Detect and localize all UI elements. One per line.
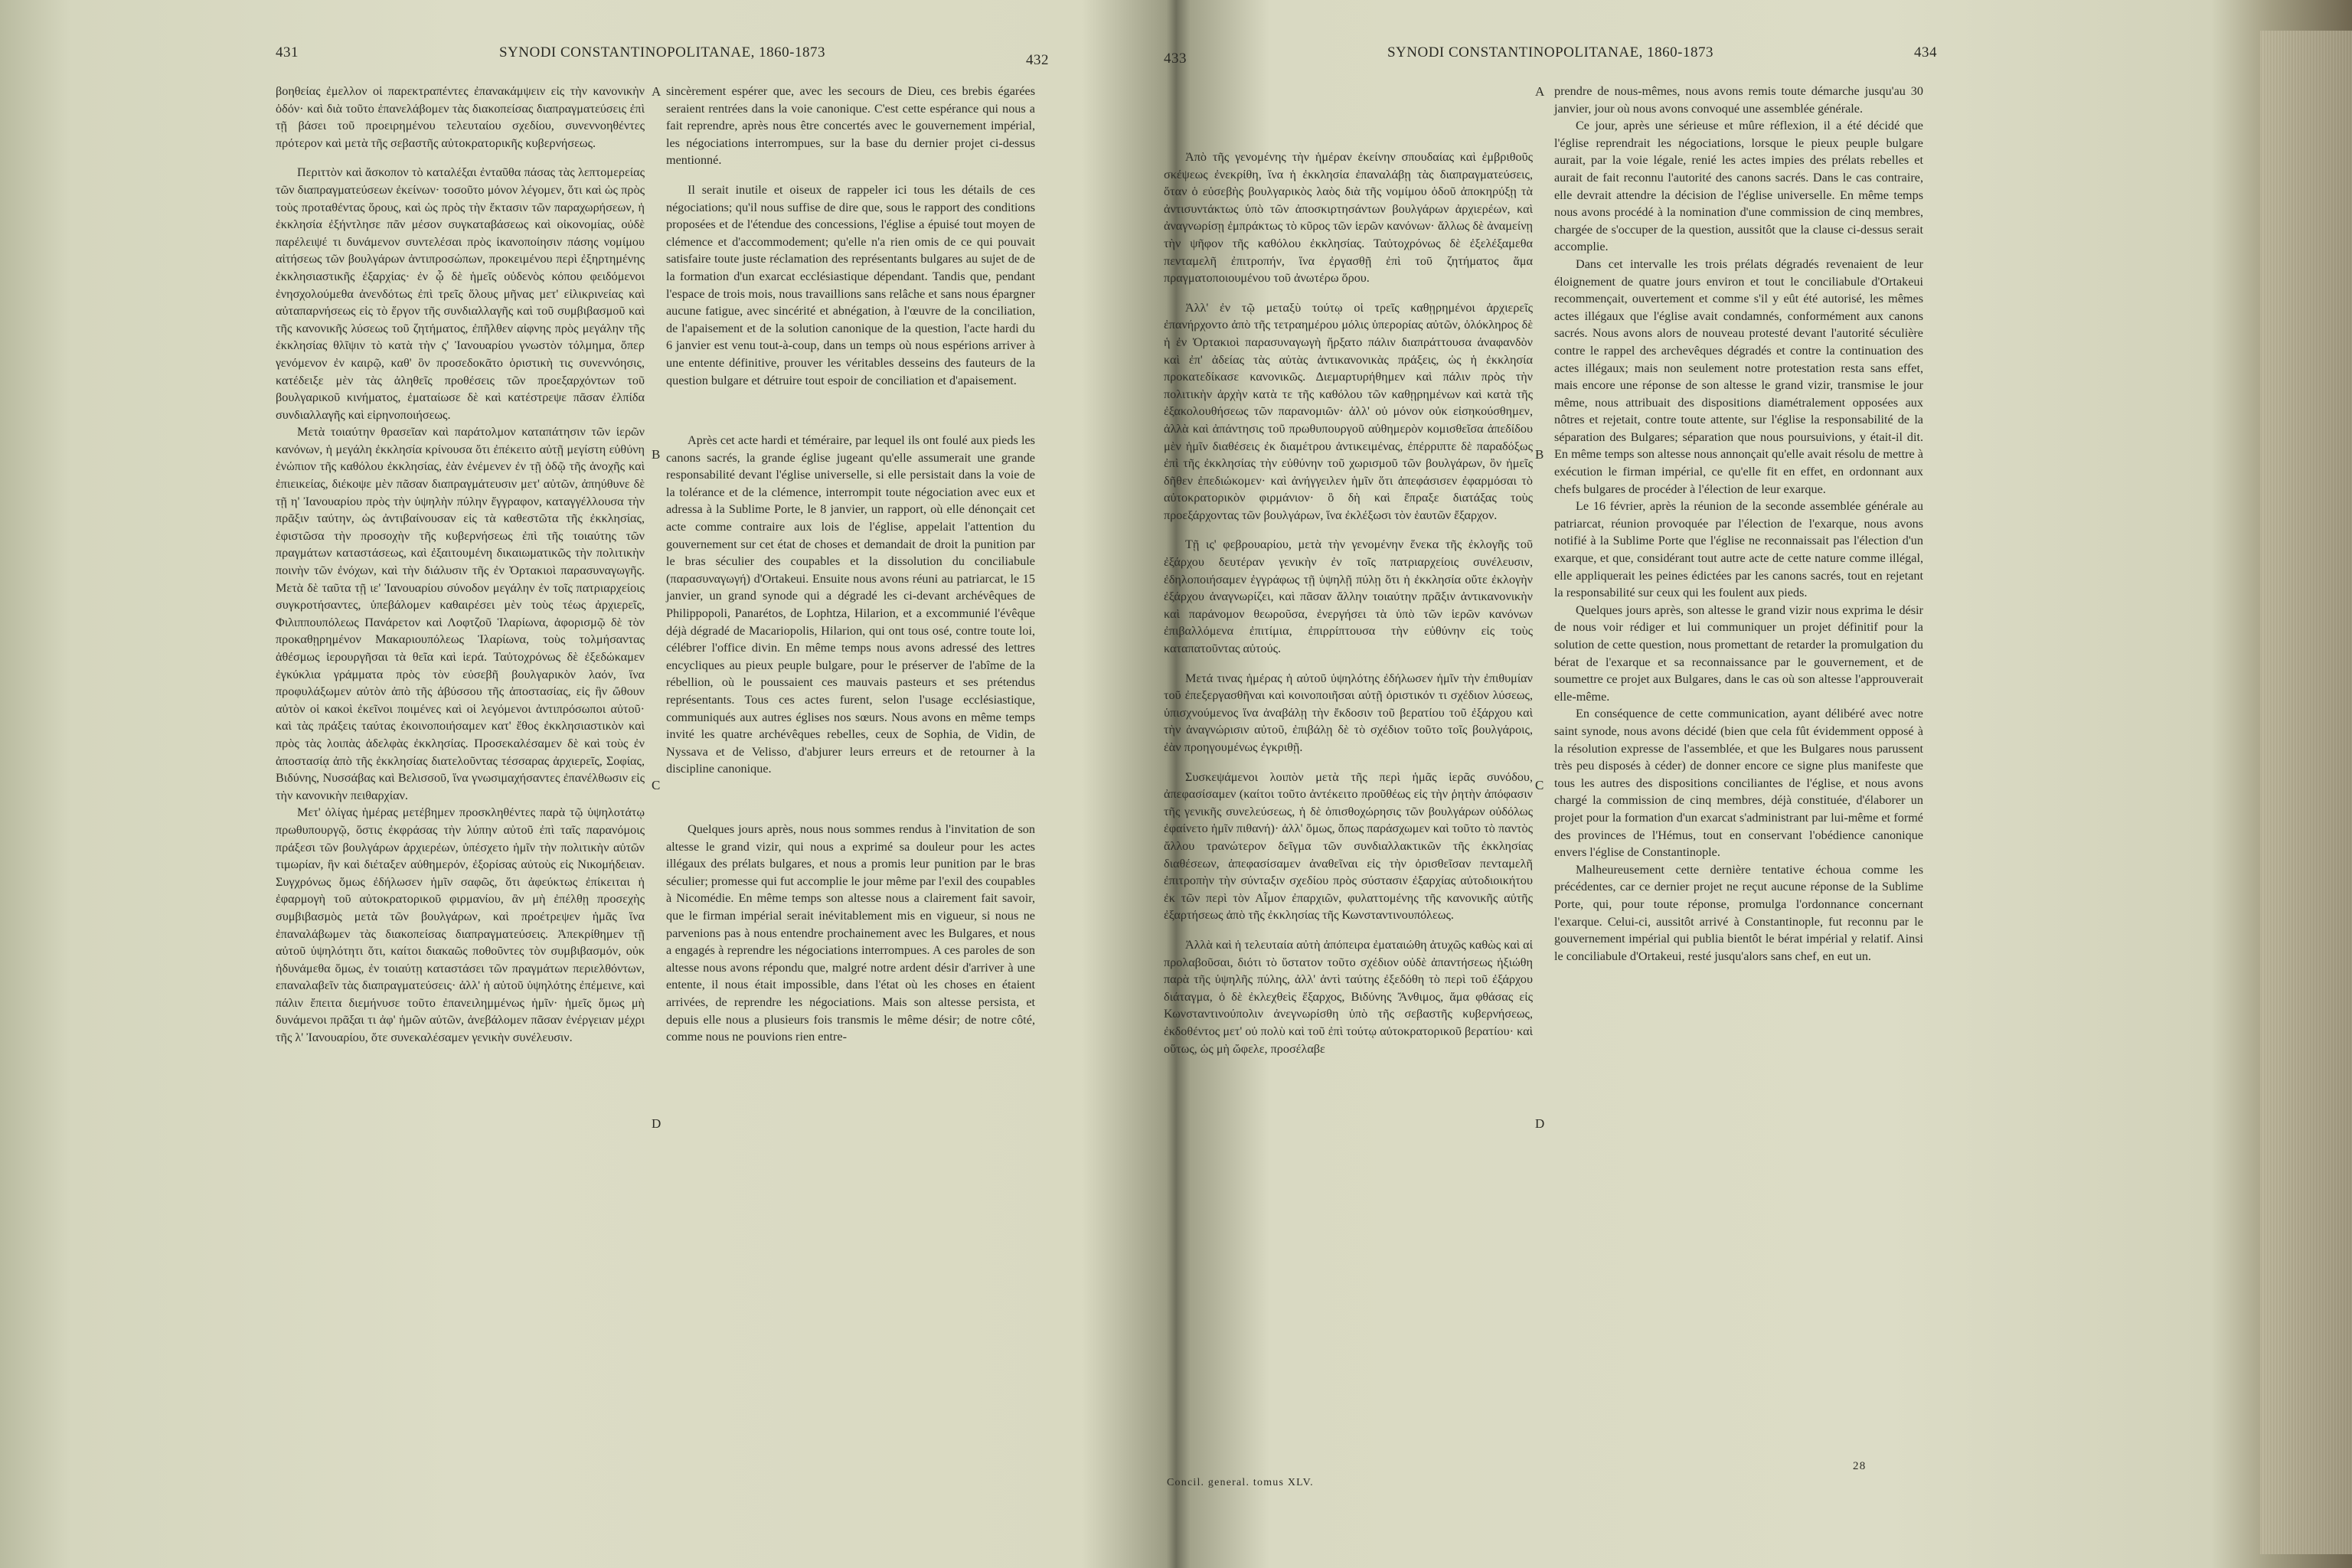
- section-marker: A: [1535, 84, 1545, 99]
- french-paragraph: sincèrement espérer que, avec les secours de Dieu, ces brebis égarées seraient rentrées dans la voie canonique. C'est cette espérance qui nous a fait reprendre, après nous être concertés avec le gouvernement impérial, les négociations interrompues, sur la base du dernier projet ci-dessus mentionné.: [666, 84, 1035, 168]
- left-page-header: [276, 44, 1049, 75]
- volume-footer: Concil. general. tomus XLV.: [1167, 1477, 1314, 1488]
- french-column: [1554, 83, 1923, 965]
- running-title: SYNODI CONSTANTINOPOLITANAE, 1860-1873: [498, 44, 825, 60]
- right-page: [1164, 0, 1937, 1568]
- page-number: 434: [1914, 44, 1937, 60]
- french-paragraph: prendre de nous-mêmes, nous avons remis toute démarche jusqu'au 30 janvier, jour où nous avons convoqué une assemblée générale.: [1554, 84, 1923, 116]
- french-paragraph: Après cet acte hardi et téméraire, par lequel ils ont foulé aux pieds les canons sacrés, la grande église jugeant qu'elle assumerait une grande responsabilité devant l'église universelle, si elle persistait dans la voie de la tolérance et de la clémence, interrompit toute négociation avec eux et adressa à la Sublime Porte, le 8 janvier, un rapport, où elle dénonçait cet acte comme contraire aux lois de l'église, appelait l'attention du gouvernement sur cet état de choses et demandait de droit la punition par le bras séculier des coupables et la dissolution du conciliabule (παρασυναγωγή) d'Ortakeui. Ensuite nous avons réuni au patriarcat, le 15 janvier, un grand synode qui a dégradé les ci-devant archévêques de Philippopoli, Panarétos, de Lophtza, Hilarion, et a excommunié l'évêque déjà dégradé de Macariopolis, Hilarion, qui ont tous osé, contre toute loi, célébrer l'office divin. En même temps nous avons adressé des lettres encycliques au pieux peuple bulgare, pour le préserver de l'abîme de la rébellion, où le poussaient ces mauvais pasteurs et ses prétendus représentants. Tous ces actes furent, selon l'usage ecclésiastique, communiqués aux autres églises nos sœurs. Nous avons en même temps invité les quatre archévêques rebelles, ceux de Sophia, de Vidin, de Nyssava et de Velisso, d'abjurer leurs erreurs et de retourner à la discipline canonique.: [666, 433, 1035, 776]
- section-marker: B: [1535, 447, 1544, 462]
- french-paragraph: Ce jour, après une sérieuse et mûre réflexion, il a été décidé que l'église reprendrait les négociations, lorsque le pieux peuple bulgare aurait, par la voie légale, renié les actes impies des prélats rebelles et aurait de fait reconnu l'autorité des canons sacrés. Dans le cas contraire, elle devrait attendre la décision de l'église universelle. En même temps nous avons procédé à la nomination d'une commission de cinq membres, chargée de s'occuper de la question, aussitôt que la clause ci-dessus serait accomplie.: [1554, 119, 1923, 254]
- page-edges: [2260, 31, 2352, 1554]
- right-page-header: [1164, 44, 1937, 75]
- greek-paragraph: Συσκεψάμενοι λοιπὸν μετὰ τῆς περὶ ἡμᾶς ἱερᾶς συνόδου, ἀπεφασίσαμεν (καίτοι τοῦτο ἀντέκειτο προῦθέως εἰς τὴν ῥητὴν ἀπόφασιν τῆς γενικῆς συνελεύσεως, ἡ δὲ ὁπισθοχώρησις τῶν βουλγάρων οὐδόλως ἐφαίνετο ἡμῖν πιθανή)· ἀλλ' ὅμως, ὅπως παράσχωμεν καὶ τοῦτο τὸ παντὸς ἄλλου τρανώτερον δεῖγμα τῶν συνδιαλλακτικῶν τῆς ἐκκλησίας διαθέσεων, ἀπεφασίσαμεν ἀναθεῖναι εἰς τὴν ὀρισθεῖσαν πενταμελῆ ἐπιτροπὴν τὴν σύνταξιν σχεδίου πρὸς σύστασιν ἐξαρχίας αὐτοδιοικήτου ἐκ τῶν περὶ τὸν Αἷμον ἐπαρχιῶν, φυλαττομένης τῆς κανονικῆς αὐτῆς ἐξαρτήσεως ἀπὸ τῆς ἐκκλησίας τῆς Κωνσταντινουπόλεως.: [1164, 769, 1533, 923]
- greek-column: [1164, 149, 1533, 1057]
- french-paragraph: En conséquence de cette communication, ayant délibéré avec notre saint synode, nous avons décidé (bien que cela fût évidemment opposé à la résolution expresse de l'assemblée, et que les Bulgares nous parussent très peu disposés à céder) de donner encore ce signe plus manifeste que tous les autres des dispositions conciliantes de l'église, et nous avons chargé la commission de cinq membres, déjà constituée, d'élaborer un projet pour la formation d'un exarcat s'administrant par lui-même et formé des provinces de l'Hémus, tout en conservant l'obédience canonique envers l'église de Constantinople.: [1554, 707, 1923, 860]
- french-paragraph: Dans cet intervalle les trois prélats dégradés revenaient de leur éloignement de quatre jours environ et tout le conciliabule d'Ortakeui recommençait, ouvertement et comme s'il y eût été autorisé, les mêmes actes illégaux que l'église avait condamnés, conformément aux canons sacrés. Nous avons alors de nouveau protesté devant l'autorité séculière contre le rappel des archevêques dégradés et contre la continuation des actes illégaux; mais non seulement notre protestation resta sans effet, mais encore une réponse de son altesse le grand vizir, transmise le jour même, nous attribuait des dispositions diamétralement opposées aux nôtres et rejetait, contre toute attente, sur l'église la responsabilité de la séparation des Bulgares; séparation que nous poursuivions, y était-il dit. En même temps son altesse nous annonçait qu'elle avait résolu de mettre à exécution le firman impérial, ce qu'elle fit en effet, en ordonnant aux chefs bulgares de procéder à l'élection de leur exarque.: [1554, 256, 1923, 496]
- french-column: [666, 83, 1035, 1046]
- greek-paragraph: Ἀλλὰ καὶ ἡ τελευταία αὐτὴ ἀπόπειρα ἐματαιώθη ἀτυχῶς καθὼς καὶ αἱ προλαβοῦσαι, διότι τὸ ὕστατον τοῦτο σχέδιον οὐδὲ ἀπαντήσεως ἠξιώθη παρὰ τῆς ὑψηλῆς πύλης, ἀλλ' ἀντὶ ταύτης ἐξεδόθη τὸ περὶ τοῦ ἐξάρχου διάταγμα, ὁ δὲ ἐκλεχθεὶς ἔξαρχος, Βιδύνης Ἄνθιμος, ἅμα φθάσας εἰς Κωνσταντινούπολιν ἀνεγνωρίσθη ὑπὸ τῆς σεβαστῆς κυβερνήσεως, ἐκδοθέντος μετ' οὐ πολὺ καὶ τοῦ ἐπὶ τούτῳ αὐτοκρατορικοῦ βερατίου· καὶ οὕτως, ὡς μὴ ὤφελε, προσέλαβε: [1164, 937, 1533, 1056]
- page-number: 431: [276, 44, 299, 60]
- greek-paragraph: Τῇ ις' φεβρουαρίου, μετὰ τὴν γενομένην ἕνεκα τῆς ἐκλογῆς τοῦ ἐξάρχου δευτέραν γενικὴν ἐν τοῖς πατριαρχείοις συνέλευσιν, ἐδηλοποιήσαμεν ἐγγράφως τῇ ὑψηλῇ πύλῃ ὅτι ἡ ἐκκλησία οὔτε ἐκλογὴν ἐξάρχου ἀναγνωρίζει, καὶ πᾶσαν ἄλλην τοιαύτην πρᾶξιν ἀντικανονικὴν καὶ παράνομον θεωροῦσα, ἐνεργήσει τὰ ὑπὸ τῶν ἱερῶν κανόνων ἐπιβαλλόμενα ἐπιτίμια, ἐπιρρίπτουσα τὴν εὐθύνην εἰς τοὺς καταπατοῦντας αὐτούς.: [1164, 537, 1533, 656]
- greek-paragraph: Μετά τινας ἡμέρας ἡ αὐτοῦ ὑψηλότης ἐδήλωσεν ἡμῖν τὴν ἐπιθυμίαν τοῦ ἐπεξεργασθῆναι καὶ κοινοποιῆσαι αὐτῇ ὁριστικόν τι σχέδιον λύσεως, ὑπισχνούμενος ἵνα ἀναβάλῃ τὴν ἔκδοσιν τοῦ βερατίου τοῦ ἐξάρχου καὶ τὴν ἀναγνώρισιν αὐτοῦ, ἐπιβάλῃ δὲ τὸ σχέδιον τοῦτο τοῖς βουλγάροις, ἐὰν προηγουμένως ἐγκριθῇ.: [1164, 671, 1533, 754]
- section-marker: C: [1535, 778, 1544, 792]
- greek-paragraph: Ἀλλ' ἐν τῷ μεταξὺ τούτῳ οἱ τρεῖς καθῃρημένοι ἀρχιερεῖς ἐπανήρχοντο ἀπὸ τῆς τετραημέρου μόλις ὑπερορίας αὐτῶν, ὁλόκληρος δὲ ἡ ἐν Ὀρτακιοὶ παρασυναγωγὴ ἤρξατο πάλιν διαπράττουσα ἀναφανδὸν καὶ ἐπ' ἀδείας τὰς αὐτὰς ἀντικανονικὰς πράξεις, ὡς ἡ ἐκκλησία προκατεδίκασε κανονικῶς. Διεμαρτυρήθημεν καὶ πάλιν πρὸς τὴν πολιτικὴν ἀρχὴν κατὰ τε τῆς καθόλου τῶν καθῃρημένων καὶ κατὰ τῆς ἐξακολουθήσεως τῶν παρανομιῶν· ἀλλ' οὐ μόνον οὐκ εἰσηκούσθημεν, ἀλλὰ καὶ ἀπάντησις τοῦ πρωθυπουργοῦ αὐθημερὸν κομισθεῖσα ἀπεδίδου μὲν ἡμῖν διαθέσεις ἐκ διαμέτρου ἀντικειμένας, ἐπέρριπτε δὲ παραδόξως ἐπὶ τῆς ἐκκλησίας τὴν εὐθύνην τοῦ χωρισμοῦ τῶν βουλγάρων, ὃν ἡμεῖς δῆθεν ἐπεδιώκομεν· καὶ ἀνήγγειλεν ἡμῖν ὅτι ἀπεφάσισεν ἐφαρμόσαι τὸ αὐτοκρατορικὸν φιρμάνιον· ὃ δὴ καὶ ἔπραξε διατάξας τοὺς προεξάρχοντας τῶν βουλγάρων, ἵνα ἐκλέξωσι τὸν ἑαυτῶν ἔξαρχον.: [1164, 300, 1533, 522]
- greek-paragraph: Μετ' ὀλίγας ἡμέρας μετέβημεν προσκληθέντες παρὰ τῷ ὑψηλοτάτῳ πρωθυπουργῷ, ὅστις ἐκφράσας τὴν λύπην αὐτοῦ ἐπὶ ταῖς παρανόμοις πράξεσι τῶν βουλγάρων ἀρχιερέων, ὑπέσχετο ἡμῖν τὴν πολιτικὴν αὐτῶν τιμωρίαν, ἣν καὶ διέταξεν αὐθημερόν, ἐξορίσας αὐτοὺς εἰς Νικομήδειαν. Συγχρόνως ὅμως ἐδήλωσεν ἡμῖν σαφῶς, ὅτι ἀφεύκτως ἐπίκειται ἡ ἐφαρμογὴ τοῦ αὐτοκρατορικοῦ φιρμανίου, ἂν μὴ ἐπέλθῃ προσεχὴς συμβιβασμὸς μετὰ τῶν βουλγάρων, καὶ προέτρεψεν ἡμᾶς ἵνα ἐπαναλάβωμεν τὰς διακοπείσας διαπραγματεύσεις. Ἀπεκρίθημεν τῇ αὐτοῦ ὑψηλότητι ὅτι, καίτοι διακαῶς ποθοῦντες τὸν συμβιβασμόν, οὐκ ἠδυνάμεθα ὅμως, ἐν τοιαύτῃ καταστάσει τῶν πραγμάτων περιελθόντων, επαναλαβεῖν τὰς διαπραγματεύσεις· ἀλλ' ἡ αὐτοῦ ὑψηλότης ἐπέμεινε, καὶ πάλιν ἔπειτα διεμήνυσε τοῦτο ἐπανειλημμένως ἡμῖν· ἡμεῖς ὅμως μὴ δυνάμενοι πρᾶξαι τι ἀφ' ἡμῶν αὐτῶν, ἀνεβάλομεν πᾶσαν ἐνέργειαν μέχρι τῆς λ' Ἰανουαρίου, ὅτε συνεκαλέσαμεν γενικὴν συνέλευσιν.: [276, 805, 645, 1045]
- section-marker: A: [652, 84, 662, 99]
- greek-paragraph: βοηθείας ἐμελλον οἱ παρεκτραπέντες ἐπανακάμψειν εἰς τὴν κανονικὴν ὁδόν· καὶ διὰ τοῦτο ἐπανελάβομεν τὰς διακοπείσας διαπραγματεύσεις ἐπὶ τῇ βάσει τοῦ προειρημένου τελευταίου σχεδίου, συνεννοηθέντες πρότερον καὶ μετὰ τῆς σεβαστῆς αὐτοκρατορικῆς κυβερνήσεως.: [276, 84, 645, 150]
- french-paragraph: Quelques jours après, son altesse le grand vizir nous exprima le désir de nous voir rédiger et lui communiquer un projet définitif pour la solution de cette question, nous promettant de retarder la promulgation du bérat de l'exarque et sa reconnaissance par le gouvernement, et de soumettre ce projet aux Bulgares, dans le cas où son altesse l'approuverait elle-même.: [1554, 603, 1923, 704]
- french-paragraph: Malheureusement cette dernière tentative échoua comme les précédentes, car ce dernier projet ne reçut aucune réponse de la Sublime Porte, qui, pour toute réponse, promulga l'ordonnance concernant l'exarque. Celui-ci, aussitôt arrivé à Constantinople, fut reconnu par le gouvernement impérial qui publia bientôt le bérat impérial y relatif. Ainsi le conciliabule d'Ortakeui, resté jusqu'alors sans chef, en eut un.: [1554, 862, 1923, 963]
- running-title: SYNODI CONSTANTINOPOLITANAE, 1860-1873: [1387, 44, 1713, 60]
- signature-mark: 28: [1853, 1460, 1867, 1472]
- french-paragraph: Le 16 février, après la réunion de la seconde assemblée générale au patriarcat, réunion provoquée par l'élection de l'exarque, nous avons notifié à la Sublime Porte que l'église ne reconnaissait pas l'élection d'un exarque, et que, considérant tout autre acte de cette nature comme illégal, elle appliquerait les peines édictées par les canons sacrés, tout en rejetant la responsabilité sur ceux qui les foulent aux pieds.: [1554, 499, 1923, 600]
- section-marker: D: [652, 1116, 662, 1131]
- section-marker: D: [1535, 1116, 1545, 1131]
- french-paragraph: Il serait inutile et oiseux de rappeler ici tous les détails de ces négociations; qu'il nous suffise de dire que, sous le rapport des conditions proposées et de l'étendue des concessions, l'église a épuisé tout moyen de clémence et d'accommodement; qu'elle n'a rien omis de ce qui pouvait satisfaire toute juste réclamation des représentants bulgares au sujet de de la formation d'un exarcat ecclésiastique dépendant. Tandis que, pendant l'espace de trois mois, nous travaillions sans relâche et sans nous épargner aucune fatigue, avec sincérité et abnégation, à l'œuvre de la conciliation, de l'apaisement et de la solution canonique de la question, l'acte hardi du 6 janvier est venu tout-à-coup, dans un temps où nous espérions arriver à une entente définitive, prouver les véritables desseins des fauteurs de la question bulgare et détruire tout espoir de conciliation et d'apaisement.: [666, 182, 1035, 387]
- page-number: 432: [1026, 52, 1049, 68]
- greek-paragraph: Μετὰ τοιαύτην θρασεῖαν καὶ παράτολμον καταπάτησιν τῶν ἱερῶν κανόνων, ἡ μεγάλη ἐκκλησία κρίνουσα ὅτι ἐπέκειτο αὐτῇ μεγίστη εὐθύνη ἐνώπιον τῆς καθόλου ἐκκλησίας, ἐὰν ἐνέμενεν ἐν τῇ ὁδῷ τῆς ἀνοχῆς καὶ ἐπιεικείας, διέκοψε μὲν πᾶσαν διαπραγμάτευσιν μετ' αὐτῶν, ἀπηύθυνε δὲ τῇ η' Ἰανουαρίου πρὸς τὴν ὑψηλὴν πύλην ἔγγραφον, καταγγέλλουσα τὴν πρᾶξιν ταύτην, ὡς ἀντιβαίνουσαν εἰς τὰ καθεστῶτα τῆς ἐκκλησίας, ἐφιστῶσα τὴν προσοχὴν τῆς κυβερνήσεως ἐπὶ τῆς τοιαύτης τῶν πραγμάτων καταστάσεως, καὶ ἐξαιτουμένη δικαιωματικῶς τὴν πολιτικὴν ποινὴν τῶν ἐνόχων, καὶ τὴν διάλυσιν τῆς ἐν Ὀρτακιοὶ παρασυναγωγῆς. Μετὰ δὲ ταῦτα τῇ ιε' Ἰανουαρίου σύνοδον μεγάλην ἐν τοῖς πατριαρχείοις συγκροτήσαντες, ὑπεβάλομεν καθαιρέσει μὲν τοὺς τέως ἀρχιερεῖς, Φιλιππουπόλεως Πανάρετον καὶ Λοφτζοῦ Ἱλαρίωνα, ἀφορισμῷ δὲ τὸν προκαθῃρημένον Μακαριουπόλεως Ἱλαρίωνα, τοὺς τολμήσαντας ἀθέσμως ἱερουργῆσαι τὰ θεῖα καὶ ἱερά. Ταὐτοχρόνως δὲ ἐξεδώκαμεν ἐγκύκλια γράμματα πρὸς τὸν εὐσεβῆ βουλγαρικὸν λαόν, ἵνα προφυλάξωμεν αὐτὸν ἀπὸ τῆς ἀβύσσου τῆς ἀποστασίας, εἰς ἣν ὤθουν αὐτὸν οἱ κακοὶ ἐκεῖνοι ποιμένες καὶ οἱ λεγόμενοι ἀντιπρόσωποι αὐτοῦ· καὶ τὰς πράξεις ταύτας ἐκοινοποιήσαμεν κατ' ἔθος ἐκκλησιαστικὸν καὶ πρὸς τὰς λοιπὰς ἀδελφὰς ἐκκλησίας. Προσεκαλέσαμεν δὲ καὶ τοὺς ἐν ἀποστασίᾳ ἀπὸ τῆς ἐκκλησίας διατελοῦντας τέσσαρας ἀρχιερεῖς, Σοφίας, Βιδύνης, Νυσσάβας καὶ Βελισσοῦ, ἵνα γνωσιμαχήσαντες ἐπανέλθωσιν εἰς τὴν κανονικὴν πειθαρχίαν.: [276, 425, 645, 802]
- greek-paragraph: Ἀπὸ τῆς γενομένης τὴν ἡμέραν ἐκείνην σπουδαίας καὶ ἐμβριθοῦς σκέψεως ἐνεκρίθη, ἵνα ἡ ἐκκλησία ἐπαναλάβῃ τὰς διαπραγματεύσεις, ὅταν ὁ εὐσεβὴς βουλγαρικὸς λαὸς διὰ τῆς νομίμου ὁδοῦ ἀποκηρύξῃ τὰ ἀντισυντάκτως ὑπὸ τῶν ἀποσκιρτησάντων βουλγάρων ἀρχιερέων, καὶ ἀναγνωρίσῃ ἐμπράκτως τὸ κῦρος τῶν ἱερῶν κανόνων· ἄλλως δὲ ἀναμείνῃ τὴν ψῆφον τῆς καθόλου ἐκκλησίας. Ταὐτοχρόνως δὲ ἐξελέξαμεθα πενταμελῆ ἐπιτροπήν, ἵνα ἐργασθῇ ἐπὶ τοῦ ζητήματος ἅμα πραγματοποιουμένου τοῦ ἀνωτέρω ὅρου.: [1164, 150, 1533, 286]
- page-number: 433: [1164, 51, 1187, 67]
- french-paragraph: Quelques jours après, nous nous sommes rendus à l'invitation de son altesse le grand vizir, qui nous a exprimé sa douleur pour les actes illégaux des prélats bulgares, et nous a promis leur punition par le bras séculier; promesse qui fut accomplie le jour même par l'exil des coupables à Nicomédie. En même temps son altesse nous a clairement fait savoir, que le firman impérial serait inévitablement mis en vigueur, si nous ne parvenions pas à nous entendre prochainement avec les Bulgares, et nous a engagés à reprendre les négociations interrompues. A ces paroles de son altesse nous avons répondu que, malgré notre ardent désir d'arriver à une entente, il nous était impossible, dans l'état où les choses en étaient arrivées, de reprendre les négociations. Mais son altesse persista, et depuis elle nous a plusieurs fois transmis le même désir; de notre côté, comme nous ne pouvions rien entre-: [666, 822, 1035, 1044]
- greek-column: [276, 83, 645, 1047]
- section-marker: B: [652, 447, 661, 462]
- section-marker: C: [652, 778, 661, 792]
- left-page: [276, 0, 1049, 1568]
- greek-paragraph: Περιττὸν καὶ ἄσκοπον τὸ καταλέξαι ἐνταῦθα πάσας τὰς λεπτομερείας τῶν διαπραγματεύσεων ἐκείνων· τοσοῦτο μόνον λέγομεν, ὅτι καὶ ὡς πρὸς τοὺς προταθέντας ὅρους, καὶ ὡς πρὸς τὴν ἔκτασιν τῶν παραχωρήσεων, ἡ ἐκκλησία ἐξήντλησε πᾶν μέσον συγκαταβάσεως καὶ οἰκονομίας, οὐδὲ παρέλειψέ τι δυνάμενον συντελέσαι πρὸς ἱκανοποίησιν πάσης νομίμου αἰτήσεως τῶν βουλγάρων ἀντιπροσώπων, προκειμένου περὶ ἐξηρτημένης ἐκκλησιαστικῆς ἐξαρχίας· ἐν ᾧ δὲ ἡμεῖς οὐδενὸς κόπου φειδόμενοι ἐνησχολούμεθα ἀνενδότως ἐπὶ τρεῖς ὅλους μῆνας μετ' εἰλικρινείας καὶ αὐταπαρνήσεως εἰς τὸ ἔργον τῆς συνδιαλλαγῆς καὶ τοῦ συμβιβασμοῦ καὶ τῆς κανονικῆς λύσεως τοῦ ζητήματος, ἐπῆλθεν αἰφνης πρὸς μεγάλην τῆς ἐκκλησίας θλῖψιν τὸ κατὰ τὴν ς' Ἰανουαρίου γνωστὸν τόλμημα, ὅπερ γενόμενον ἐν καιρῷ, καθ' ὃν προσεδοκᾶτο ὁριστικὴ τις συνεννόησις, κατέδειξε μὲν τὰς ἀληθεῖς προθέσεις τῶν προεξαρχόντων τοῦ βουλγαρικοῦ κινήματος, ἐματαίωσε δὲ καὶ κατέστρεψε πᾶσαν ἐλπίδα συνδιαλλαγῆς καὶ εἰρηνοποιήσεως.: [276, 165, 645, 422]
